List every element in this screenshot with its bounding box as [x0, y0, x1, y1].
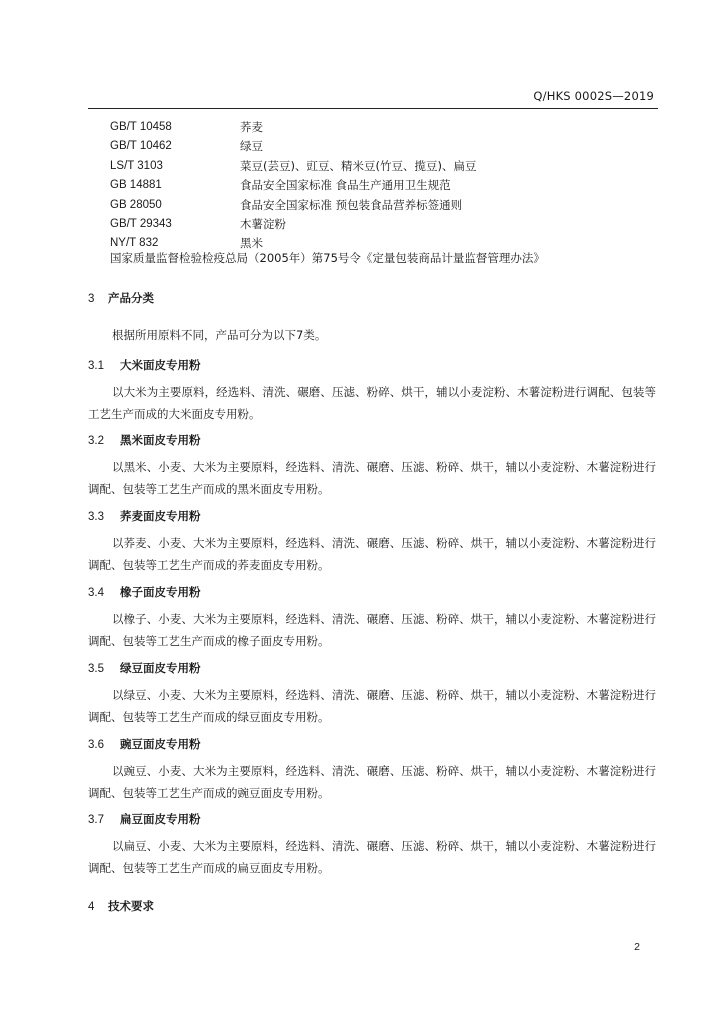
subsection-title: 大米面皮专用粉 — [120, 358, 201, 372]
header-rule — [88, 108, 658, 109]
section-intro: 根据所用原料不同，产品可分为以下7类。 — [112, 328, 327, 342]
subsection-text: 以扁豆、小麦、大米为主要原料，经选料、清洗、碾磨、压滤、粉碎、烘干，辅以小麦淀粉、木薯淀粉进行调配、包装等工艺生产而成的扁豆面皮专用粉。 — [88, 839, 656, 875]
reference-code: GB/T 10462 — [110, 140, 172, 153]
reference-title: 荞麦 — [240, 120, 263, 134]
reference-code: GB 14881 — [110, 179, 162, 192]
subsection-heading — [88, 508, 201, 525]
page-number: 2 — [634, 941, 640, 953]
subsection-heading — [88, 736, 201, 753]
section-number: 3 — [88, 293, 95, 305]
subsection-heading — [88, 584, 201, 601]
subsection-text: 以荞麦、小麦、大米为主要原料，经选料、清洗、碾磨、压滤、粉碎、烘干，辅以小麦淀粉、木薯淀粉进行调配、包装等工艺生产而成的荞麦面皮专用粉。 — [88, 536, 656, 572]
subsection-number: 3.7 — [88, 814, 104, 826]
reference-item — [110, 176, 476, 195]
reference-title: 绿豆 — [240, 139, 263, 154]
subsection-title: 橡子面皮专用粉 — [120, 585, 201, 599]
subsection-title: 绿豆面皮专用粉 — [120, 661, 201, 675]
reference-item — [110, 215, 476, 234]
reference-title: 菜豆(芸豆)、豇豆、精米豆(竹豆、揽豆)、扁豆 — [240, 158, 477, 173]
subsection-text: 以橡子、小麦、大米为主要原料，经选料、清洗、碾磨、压滤、粉碎、烘干，辅以小麦淀粉、木薯淀粉进行调配、包装等工艺生产而成的橡子面皮专用粉。 — [88, 612, 656, 648]
subsection-number: 3.2 — [88, 435, 104, 447]
section-number: 4 — [88, 901, 95, 913]
reference-item — [110, 137, 476, 156]
reference-item — [110, 196, 476, 215]
reference-item — [110, 118, 476, 137]
subsection-number: 3.5 — [88, 663, 104, 675]
subsection-number: 3.3 — [88, 511, 104, 523]
subsection-title: 豌豆面皮专用粉 — [120, 737, 201, 751]
reference-note: 国家质量监督检验检疫总局（2005年）第75号令《定量包装商品计量监督管理办法》 — [110, 251, 545, 265]
subsection-number: 3.1 — [88, 360, 104, 372]
section-heading — [88, 290, 154, 307]
subsection-heading — [88, 811, 201, 828]
section-title: 技术要求 — [108, 899, 154, 913]
reference-title: 食品安全国家标准 食品生产通用卫生规范 — [240, 178, 451, 193]
reference-item — [110, 157, 476, 176]
subsection-heading — [88, 660, 201, 677]
reference-title: 木薯淀粉 — [240, 216, 286, 231]
subsection-text: 以豌豆、小麦、大米为主要原料，经选料、清洗、碾磨、压滤、粉碎、烘干，辅以小麦淀粉、木薯淀粉进行调配、包装等工艺生产而成的豌豆面皮专用粉。 — [88, 764, 656, 800]
subsection-text: 以绿豆、小麦、大米为主要原料，经选料、清洗、碾磨、压滤、粉碎、烘干，辅以小麦淀粉、木薯淀粉进行调配、包装等工艺生产而成的绿豆面皮专用粉。 — [88, 688, 656, 724]
section-heading — [88, 898, 154, 915]
reference-code: NY/T 832 — [110, 237, 159, 250]
subsection-heading — [88, 432, 201, 449]
document-code: Q/HKS 0002S—2019 — [533, 89, 654, 103]
section-title: 产品分类 — [108, 291, 154, 305]
reference-list — [110, 118, 476, 254]
reference-code: GB 28050 — [110, 198, 162, 211]
reference-title: 食品安全国家标准 预包装食品营养标签通则 — [240, 197, 463, 212]
reference-code: GB/T 10458 — [110, 121, 172, 133]
reference-code: GB/T 29343 — [110, 217, 172, 230]
reference-code: LS/T 3103 — [110, 159, 163, 172]
subsection-number: 3.4 — [88, 587, 104, 599]
subsection-title: 黑米面皮专用粉 — [120, 433, 201, 447]
reference-title: 黑米 — [240, 236, 263, 251]
subsection-number: 3.6 — [88, 739, 104, 751]
subsection-title: 扁豆面皮专用粉 — [120, 812, 201, 826]
subsection-title: 荞麦面皮专用粉 — [120, 509, 201, 523]
subsection-text: 以黑米、小麦、大米为主要原料，经选料、清洗、碾磨、压滤、粉碎、烘干，辅以小麦淀粉、木薯淀粉进行调配、包装等工艺生产而成的黑米面皮专用粉。 — [88, 460, 656, 496]
subsection-text: 以大米为主要原料，经选料、清洗、碾磨、压滤、粉碎、烘干，辅以小麦淀粉、木薯淀粉进行调配、包装等工艺生产而成的大米面皮专用粉。 — [88, 385, 656, 421]
subsection-heading — [88, 357, 201, 374]
